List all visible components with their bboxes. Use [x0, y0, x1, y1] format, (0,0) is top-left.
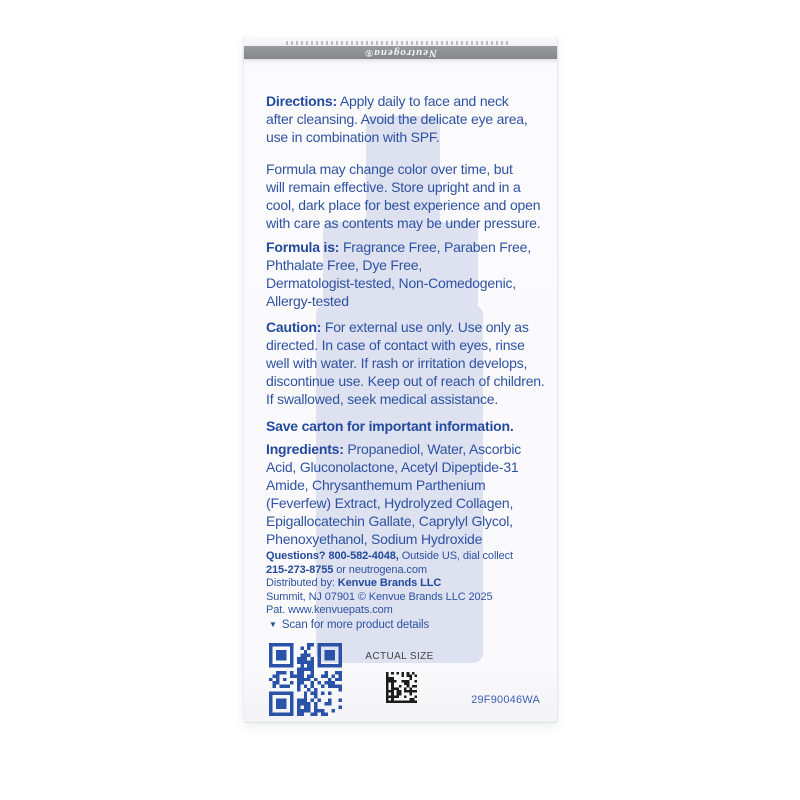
storage-paragraph: Formula may change color over time, but will remain effective. Store upright and in a cool, dark place for best experience and open with care as contents may be under pressure. [266, 161, 541, 231]
chevron-down-icon: ▼ [269, 620, 277, 629]
ingredients-paragraph: Ingredients: Propanediol, Water, Ascorbic Acid, Gluconolactone, Acetyl Dipeptide-31 Amide, Chrysanthemum Parthenium (Feverfew) Extract, Hydrolyzed Collagen, Epigallocatechin Gallate, Caprylyl Glycol, Phenoxyethanol, Sodium Hydroxide [266, 441, 522, 547]
contact-info [266, 550, 554, 618]
collect-line: 215-273-8755 or neutrogena.com [266, 563, 427, 576]
batch-code: 29F90046WA [471, 694, 540, 706]
patent-line: Pat. www.kenvuepats.com [266, 604, 393, 616]
brand-logo: Neutrogena® [364, 46, 437, 59]
address-line: Summit, NJ 07901 © Kenvue Brands LLC 2025 [266, 590, 493, 603]
formula-claims-paragraph: Formula is: Fragrance Free, Paraben Free, Phthalate Free, Dye Free, Dermatologist-tested, Non-Comedogenic, Allergy-tested [266, 239, 531, 309]
perforation-edge [286, 41, 510, 45]
directions-paragraph: Directions: Apply daily to face and neck after cleansing. Avoid the delicate eye area, use in combination with SPF. [266, 93, 528, 145]
actual-size-label: ACTUAL SIZE [365, 651, 434, 662]
distributor-line: Distributed by: Kenvue Brands LLC [266, 577, 442, 589]
questions-line: Questions? 800-582-4048, Outside US, dial collect [266, 550, 514, 562]
scan-prompt-label: Scan for more product details [281, 619, 430, 631]
product-carton-back [243, 36, 558, 723]
data-matrix-code [386, 672, 417, 703]
save-carton-note: Save carton for important information. [266, 418, 514, 434]
carton-top-flap [246, 36, 555, 46]
caution-paragraph: Caution: For external use only. Use only as directed. In case of contact with eyes, rinse well with water. If rash or irritation develops, discontinue use. Keep out of reach of children. If swallowed, seek medical assistance. [266, 319, 545, 407]
scan-prompt [269, 619, 429, 631]
brand-logo-band [244, 46, 557, 59]
